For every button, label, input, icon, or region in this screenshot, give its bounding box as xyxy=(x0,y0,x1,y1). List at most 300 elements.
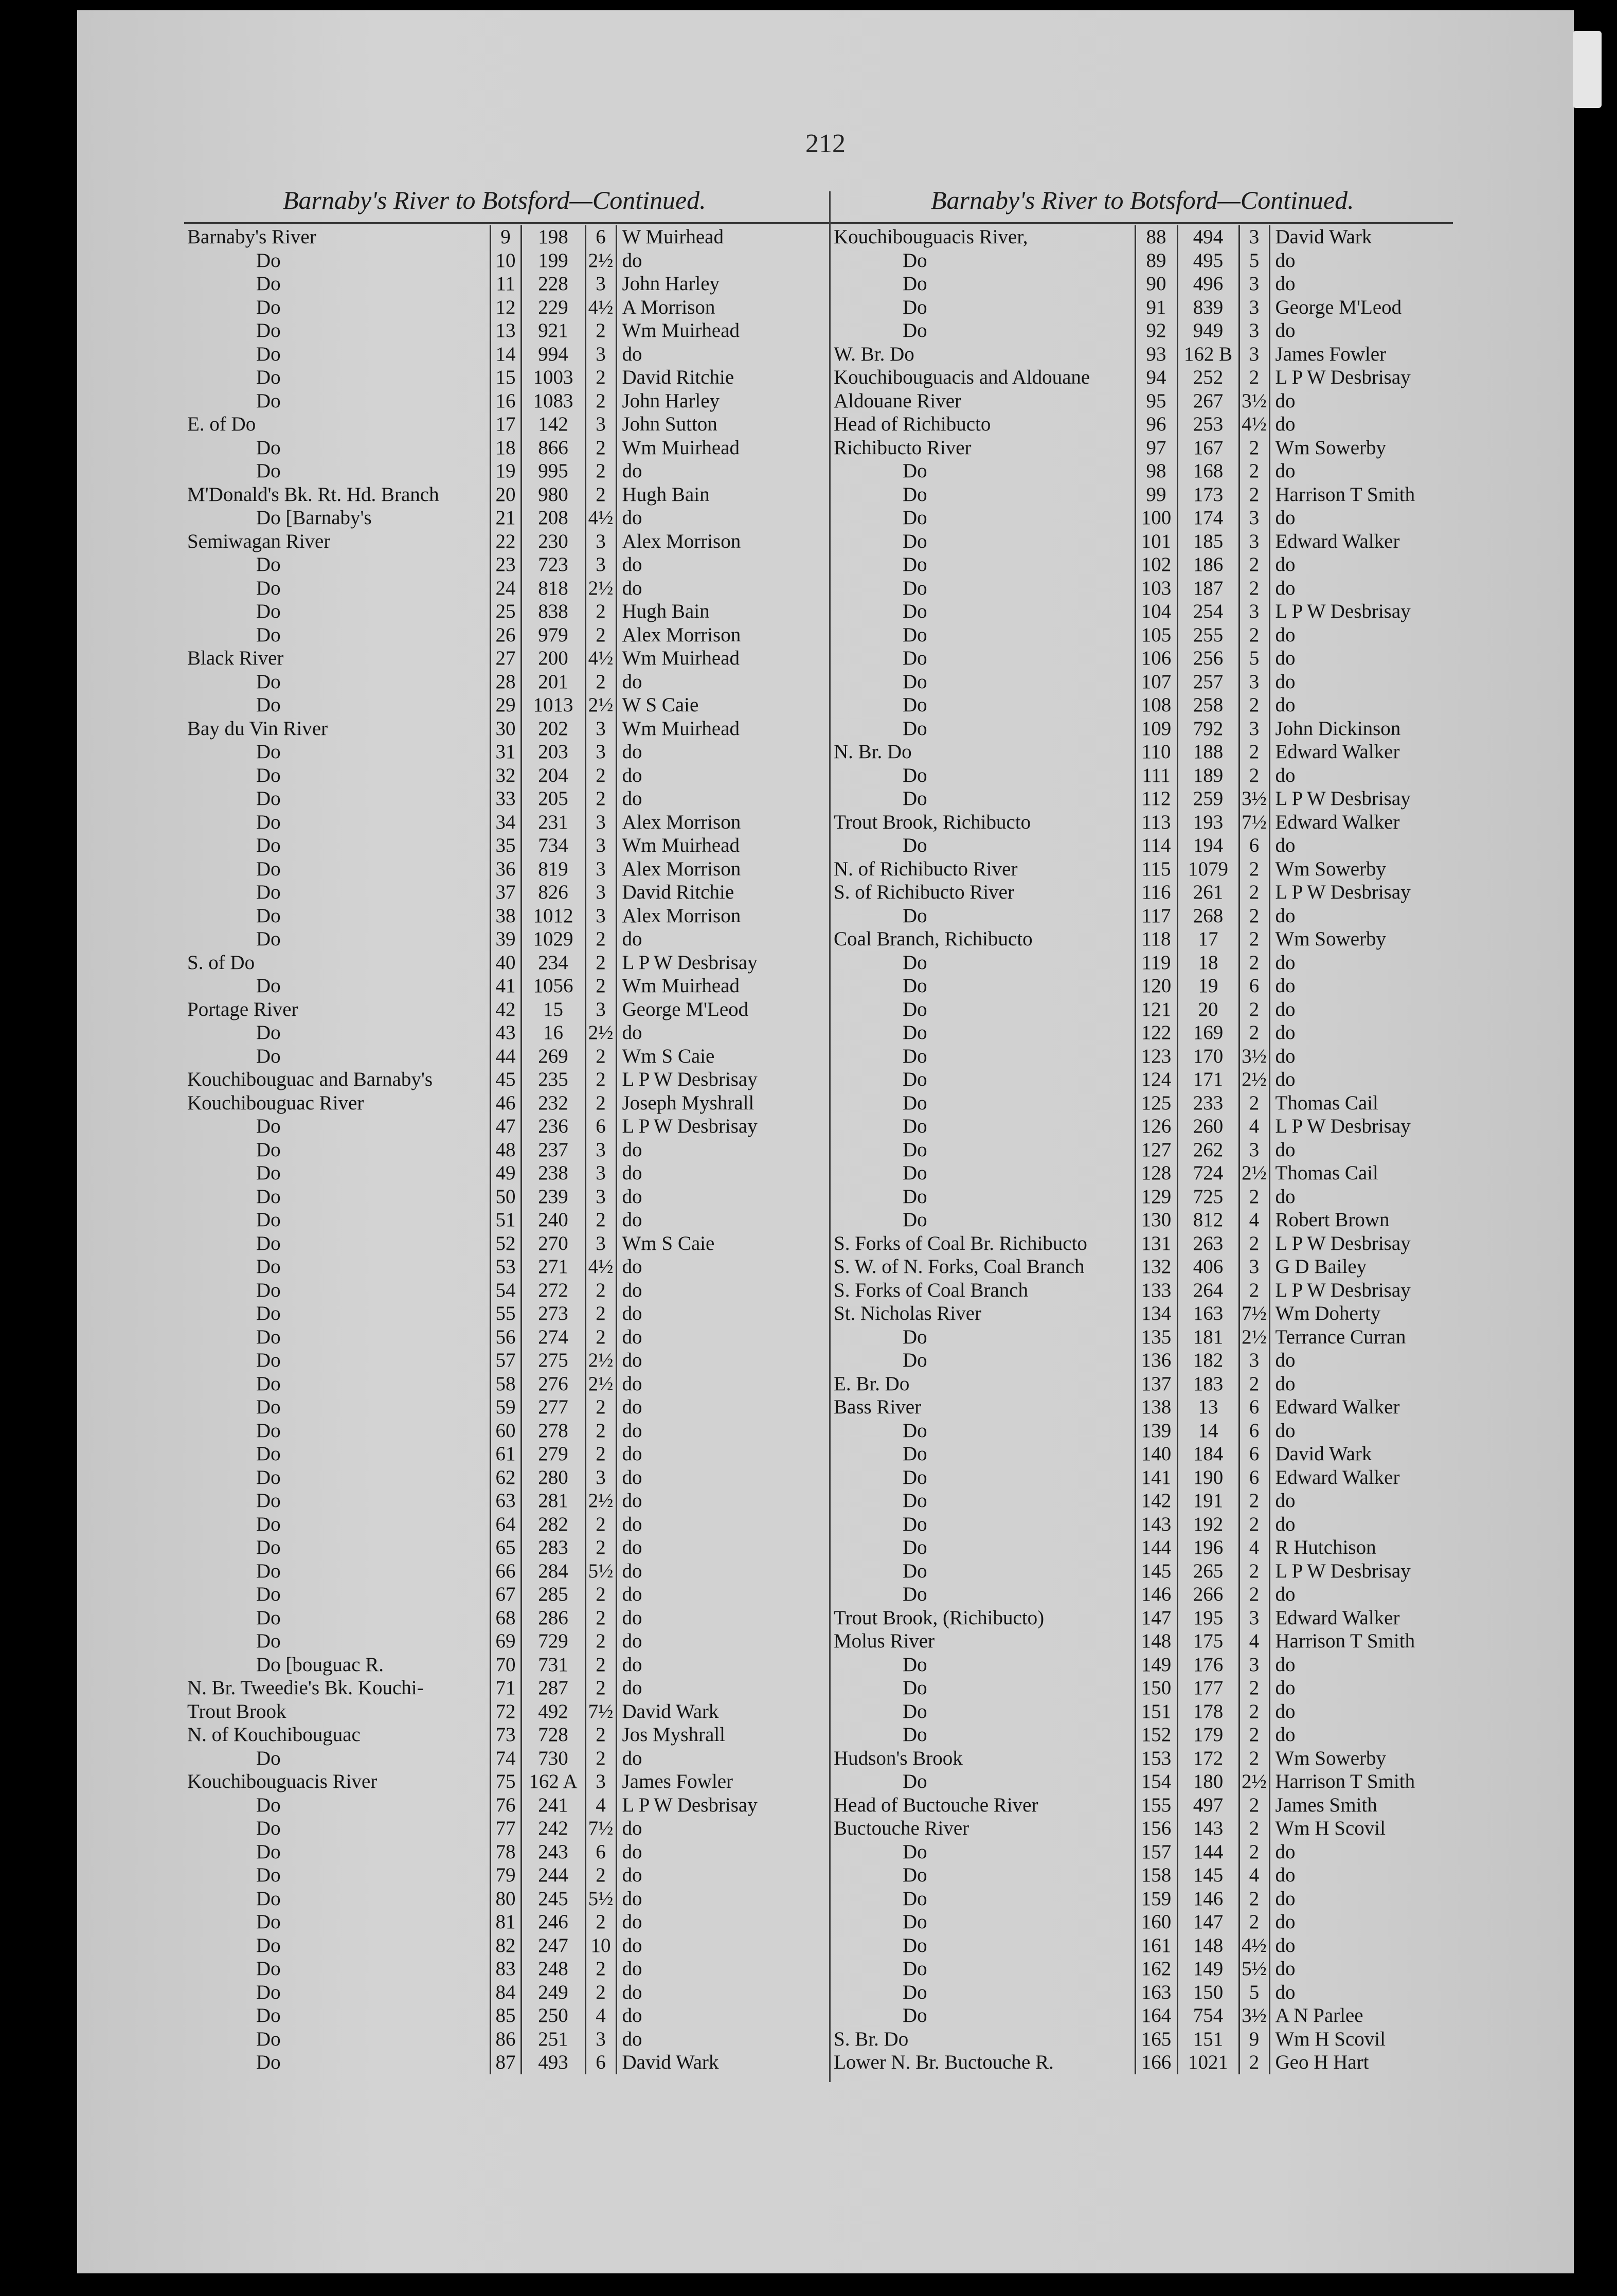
name-cell: L P W Desbrisay xyxy=(1269,1232,1453,1255)
lot-cell: 231 xyxy=(521,811,585,834)
place-cell: Do xyxy=(903,1466,927,1488)
lot-cell: 253 xyxy=(1177,412,1239,436)
number-cell: 52 xyxy=(490,1232,521,1255)
place-cell: E. Br. Do xyxy=(834,1372,910,1395)
acres-cell: 2 xyxy=(585,1863,616,1887)
name-cell: do xyxy=(616,1583,829,1606)
place-cell: Do xyxy=(256,1887,281,1910)
lot-cell: 240 xyxy=(521,1208,585,1232)
number-cell: 62 xyxy=(490,1466,521,1490)
table-row xyxy=(831,1700,1453,1724)
acres-cell: 2½ xyxy=(1239,1770,1269,1793)
acres-cell: 3 xyxy=(585,1185,616,1209)
lot-cell: 233 xyxy=(1177,1091,1239,1115)
table-row xyxy=(831,1583,1453,1606)
acres-cell: 2 xyxy=(1239,881,1269,904)
name-cell: do xyxy=(616,343,829,366)
name-cell: Joseph Myshrall xyxy=(616,1091,829,1115)
place-cell: Do [bouguac R. xyxy=(256,1653,384,1676)
acres-cell: 2 xyxy=(1239,1887,1269,1911)
right-table xyxy=(831,225,1453,2074)
lot-cell: 208 xyxy=(521,506,585,530)
lot-cell: 497 xyxy=(1177,1793,1239,1817)
left-table xyxy=(184,225,829,2074)
acres-cell: 2 xyxy=(1239,1583,1269,1606)
number-cell: 121 xyxy=(1135,998,1177,1021)
table-row xyxy=(831,974,1453,998)
table-row xyxy=(184,1559,829,1583)
lot-cell: 191 xyxy=(1177,1489,1239,1513)
number-cell: 145 xyxy=(1135,1559,1177,1583)
name-cell: do xyxy=(616,764,829,787)
number-cell: 16 xyxy=(490,389,521,413)
place-cell: Do xyxy=(256,389,281,412)
table-row xyxy=(831,1419,1453,1443)
name-cell: do xyxy=(616,1817,829,1840)
number-cell: 113 xyxy=(1135,811,1177,834)
lot-cell: 196 xyxy=(1177,1536,1239,1559)
acres-cell: 2 xyxy=(585,1091,616,1115)
number-cell: 24 xyxy=(490,577,521,600)
acres-cell: 2 xyxy=(585,1279,616,1302)
place-cell: Do xyxy=(256,1302,281,1325)
acres-cell: 2 xyxy=(585,670,616,694)
acres-cell: 2 xyxy=(585,1513,616,1536)
number-cell: 155 xyxy=(1135,1793,1177,1817)
place-cell: Do xyxy=(256,1325,281,1348)
name-cell: Wm Muirhead xyxy=(616,436,829,460)
lot-cell: 258 xyxy=(1177,693,1239,717)
acres-cell: 2 xyxy=(1239,1559,1269,1583)
lot-cell: 1079 xyxy=(1177,857,1239,881)
place-cell: Do xyxy=(903,1045,927,1067)
lot-cell: 273 xyxy=(521,1302,585,1325)
table-row xyxy=(831,1091,1453,1115)
place-cell: Do xyxy=(903,1513,927,1535)
name-cell: David Wark xyxy=(616,2051,829,2074)
lot-cell: 995 xyxy=(521,459,585,483)
name-cell: Wm Sowerby xyxy=(1269,927,1453,951)
place-cell: Do xyxy=(256,2004,281,2027)
lot-cell: 275 xyxy=(521,1349,585,1372)
number-cell: 104 xyxy=(1135,600,1177,623)
table-row xyxy=(184,436,829,460)
number-cell: 74 xyxy=(490,1747,521,1770)
number-cell: 64 xyxy=(490,1513,521,1536)
name-cell: do xyxy=(616,1302,829,1325)
place-cell: Do xyxy=(256,249,281,272)
name-cell: do xyxy=(1269,1653,1453,1677)
name-cell: do xyxy=(616,1863,829,1887)
lot-cell: 170 xyxy=(1177,1045,1239,1068)
name-cell: L P W Desbrisay xyxy=(1269,787,1453,811)
lot-cell: 250 xyxy=(521,2004,585,2028)
lot-cell: 730 xyxy=(521,1747,585,1770)
lot-cell: 13 xyxy=(1177,1395,1239,1419)
lot-cell: 195 xyxy=(1177,1606,1239,1630)
place-cell: Do xyxy=(903,530,927,552)
lot-cell: 257 xyxy=(1177,670,1239,694)
place-cell: Semiwagan River xyxy=(187,530,331,552)
place-cell: Kouchibouguacis River, xyxy=(834,226,1028,248)
number-cell: 125 xyxy=(1135,1091,1177,1115)
name-cell: do xyxy=(616,787,829,811)
number-cell: 161 xyxy=(1135,1934,1177,1958)
acres-cell: 2 xyxy=(585,1723,616,1747)
name-cell: do xyxy=(1269,1957,1453,1981)
number-cell: 59 xyxy=(490,1395,521,1419)
table-row xyxy=(184,974,829,998)
table-row xyxy=(831,740,1453,764)
acres-cell: 2½ xyxy=(585,249,616,273)
name-cell: James Fowler xyxy=(616,1770,829,1793)
place-cell: Do xyxy=(256,1958,281,1980)
acres-cell: 6 xyxy=(1239,974,1269,998)
number-cell: 68 xyxy=(490,1606,521,1630)
number-cell: 15 xyxy=(490,366,521,389)
place-cell: Do xyxy=(903,1887,927,1910)
place-cell: Do xyxy=(903,600,927,623)
page-edge-tab xyxy=(1573,31,1602,108)
acres-cell: 3 xyxy=(1239,319,1269,343)
name-cell: do xyxy=(616,670,829,694)
table-row xyxy=(184,1091,829,1115)
lot-cell: 178 xyxy=(1177,1700,1239,1724)
name-cell: do xyxy=(1269,1138,1453,1162)
table-row xyxy=(184,225,829,249)
lot-cell: 723 xyxy=(521,553,585,577)
table-row xyxy=(831,1770,1453,1793)
acres-cell: 6 xyxy=(1239,1466,1269,1490)
table-row xyxy=(184,1793,829,1817)
number-cell: 122 xyxy=(1135,1021,1177,1045)
number-cell: 94 xyxy=(1135,366,1177,389)
lot-cell: 148 xyxy=(1177,1934,1239,1958)
acres-cell: 2½ xyxy=(1239,1161,1269,1185)
table-row xyxy=(184,881,829,904)
number-cell: 40 xyxy=(490,951,521,975)
name-cell: Edward Walker xyxy=(1269,1606,1453,1630)
number-cell: 114 xyxy=(1135,834,1177,857)
place-cell: Do xyxy=(903,998,927,1020)
acres-cell: 2½ xyxy=(1239,1325,1269,1349)
page-number: 212 xyxy=(805,129,846,158)
name-cell: do xyxy=(1269,693,1453,717)
number-cell: 63 xyxy=(490,1489,521,1513)
place-cell: Do xyxy=(256,1185,281,1208)
name-cell: do xyxy=(616,1957,829,1981)
acres-cell: 3 xyxy=(585,272,616,296)
number-cell: 28 xyxy=(490,670,521,694)
place-cell: Do xyxy=(903,553,927,576)
place-cell: Coal Branch, Richibucto xyxy=(834,928,1033,950)
place-cell: Do xyxy=(256,296,281,318)
acres-cell: 2 xyxy=(1239,1676,1269,1700)
name-cell: do xyxy=(616,1840,829,1864)
acres-cell: 3½ xyxy=(1239,389,1269,413)
table-row xyxy=(184,1021,829,1045)
place-cell: N. Br. Tweedie's Bk. Kouchi- xyxy=(187,1677,424,1699)
name-cell: do xyxy=(1269,1887,1453,1911)
lot-cell: 280 xyxy=(521,1466,585,1490)
acres-cell: 4 xyxy=(1239,1115,1269,1138)
name-cell: Hugh Bain xyxy=(616,483,829,507)
name-cell: W S Caie xyxy=(616,693,829,717)
place-cell: Do xyxy=(903,1021,927,1044)
place-cell: Do xyxy=(256,319,281,342)
name-cell: G D Bailey xyxy=(1269,1255,1453,1279)
table-row xyxy=(831,1302,1453,1325)
lot-cell: 143 xyxy=(1177,1817,1239,1840)
place-cell: Do xyxy=(903,1115,927,1138)
place-cell: Do xyxy=(903,1490,927,1512)
lot-cell: 167 xyxy=(1177,436,1239,460)
table-row xyxy=(184,1232,829,1255)
number-cell: 152 xyxy=(1135,1723,1177,1747)
table-row xyxy=(831,951,1453,975)
table-row xyxy=(184,1700,829,1724)
table-row xyxy=(831,1349,1453,1372)
table-row xyxy=(831,1325,1453,1349)
number-cell: 70 xyxy=(490,1653,521,1677)
acres-cell: 6 xyxy=(585,1115,616,1138)
table-row xyxy=(831,2004,1453,2028)
name-cell: do xyxy=(1269,389,1453,413)
name-cell: John Harley xyxy=(616,272,829,296)
place-cell: Do xyxy=(256,1466,281,1488)
table-row xyxy=(831,1910,1453,1934)
place-cell: S. W. of N. Forks, Coal Branch xyxy=(834,1255,1085,1278)
number-cell: 96 xyxy=(1135,412,1177,436)
number-cell: 163 xyxy=(1135,1981,1177,2004)
lot-cell: 19 xyxy=(1177,974,1239,998)
place-cell: Do xyxy=(256,1911,281,1933)
lot-cell: 729 xyxy=(521,1629,585,1653)
number-cell: 105 xyxy=(1135,623,1177,647)
name-cell: do xyxy=(616,1653,829,1677)
number-cell: 162 xyxy=(1135,1957,1177,1981)
table-row xyxy=(184,998,829,1021)
table-row xyxy=(831,1793,1453,1817)
lot-cell: 812 xyxy=(1177,1208,1239,1232)
table-row xyxy=(184,1863,829,1887)
table-row xyxy=(831,459,1453,483)
acres-cell: 2½ xyxy=(585,577,616,600)
lot-cell: 145 xyxy=(1177,1863,1239,1887)
lot-cell: 255 xyxy=(1177,623,1239,647)
acres-cell: 5½ xyxy=(585,1887,616,1911)
table-row xyxy=(831,1045,1453,1068)
place-cell: Do xyxy=(903,1700,927,1723)
lot-cell: 731 xyxy=(521,1653,585,1677)
lot-cell: 492 xyxy=(521,1700,585,1724)
number-cell: 124 xyxy=(1135,1068,1177,1091)
acres-cell: 3 xyxy=(585,1466,616,1490)
lot-cell: 189 xyxy=(1177,764,1239,787)
lot-cell: 1056 xyxy=(521,974,585,998)
table-row xyxy=(184,1957,829,1981)
name-cell: John Harley xyxy=(616,389,829,413)
acres-cell: 2 xyxy=(1239,1513,1269,1536)
table-row xyxy=(184,389,829,413)
lot-cell: 228 xyxy=(521,272,585,296)
number-cell: 117 xyxy=(1135,904,1177,928)
number-cell: 98 xyxy=(1135,459,1177,483)
name-cell: David Wark xyxy=(1269,225,1453,249)
table-row xyxy=(831,1115,1453,1138)
place-cell: Bay du Vin River xyxy=(187,717,328,740)
name-cell: do xyxy=(1269,623,1453,647)
lot-cell: 406 xyxy=(1177,1255,1239,1279)
name-cell: do xyxy=(1269,1676,1453,1700)
table-row xyxy=(831,904,1453,928)
table-row xyxy=(831,693,1453,717)
name-cell: Harrison T Smith xyxy=(1269,1770,1453,1793)
table-row xyxy=(831,319,1453,343)
name-cell: Jos Myshrall xyxy=(616,1723,829,1747)
name-cell: do xyxy=(1269,834,1453,857)
table-row xyxy=(184,1466,829,1490)
acres-cell: 4½ xyxy=(1239,1934,1269,1958)
place-cell: Do xyxy=(903,1653,927,1676)
number-cell: 30 xyxy=(490,717,521,741)
place-cell: Do xyxy=(903,1864,927,1887)
place-cell: Do xyxy=(903,2004,927,2027)
acres-cell: 2 xyxy=(585,1395,616,1419)
lot-cell: 162 B xyxy=(1177,343,1239,366)
name-cell: do xyxy=(616,1887,829,1911)
lot-cell: 168 xyxy=(1177,459,1239,483)
number-cell: 138 xyxy=(1135,1395,1177,1419)
lot-cell: 190 xyxy=(1177,1466,1239,1490)
acres-cell: 3 xyxy=(585,1138,616,1162)
acres-cell: 2 xyxy=(585,764,616,787)
number-cell: 107 xyxy=(1135,670,1177,694)
lot-cell: 181 xyxy=(1177,1325,1239,1349)
name-cell: Robert Brown xyxy=(1269,1208,1453,1232)
number-cell: 153 xyxy=(1135,1747,1177,1770)
acres-cell: 2 xyxy=(1239,1279,1269,1302)
acres-cell: 3 xyxy=(585,881,616,904)
number-cell: 143 xyxy=(1135,1513,1177,1536)
number-cell: 12 xyxy=(490,296,521,319)
place-cell: Do xyxy=(256,1840,281,1863)
place-cell: Do xyxy=(256,2028,281,2050)
place-cell: Do xyxy=(903,1981,927,2003)
table-row xyxy=(184,623,829,647)
lot-cell: 229 xyxy=(521,296,585,319)
lot-cell: 1013 xyxy=(521,693,585,717)
lot-cell: 203 xyxy=(521,740,585,764)
lot-cell: 187 xyxy=(1177,577,1239,600)
acres-cell: 2 xyxy=(585,1629,616,1653)
table-row xyxy=(184,1770,829,1793)
right-column-heading: Barnaby's River to Botsford—Continued. xyxy=(931,186,1354,214)
table-row xyxy=(831,834,1453,857)
acres-cell: 4 xyxy=(1239,1629,1269,1653)
acres-cell: 6 xyxy=(585,2051,616,2074)
number-cell: 131 xyxy=(1135,1232,1177,1255)
acres-cell: 3 xyxy=(585,530,616,553)
lot-cell: 193 xyxy=(1177,811,1239,834)
number-cell: 147 xyxy=(1135,1606,1177,1630)
place-cell: Do xyxy=(903,1536,927,1559)
table-row xyxy=(184,904,829,928)
table-row xyxy=(831,1466,1453,1490)
lot-cell: 819 xyxy=(521,857,585,881)
place-cell: E. of Do xyxy=(187,413,256,436)
table-row xyxy=(184,1442,829,1466)
number-cell: 78 xyxy=(490,1840,521,1864)
lot-cell: 252 xyxy=(1177,366,1239,389)
name-cell: do xyxy=(616,506,829,530)
place-cell: N. Br. Do xyxy=(834,741,912,763)
acres-cell: 3 xyxy=(1239,1653,1269,1677)
number-cell: 79 xyxy=(490,1863,521,1887)
right-heading-rule xyxy=(831,222,1453,224)
name-cell: Wm Sowerby xyxy=(1269,857,1453,881)
place-cell: Head of Buctouche River xyxy=(834,1793,1038,1816)
lot-cell: 269 xyxy=(521,1045,585,1068)
lot-cell: 14 xyxy=(1177,1419,1239,1443)
number-cell: 148 xyxy=(1135,1629,1177,1653)
number-cell: 154 xyxy=(1135,1770,1177,1793)
place-cell: Do xyxy=(256,1934,281,1957)
acres-cell: 2 xyxy=(1239,577,1269,600)
place-cell: Do xyxy=(256,1419,281,1442)
name-cell: do xyxy=(1269,764,1453,787)
acres-cell: 2 xyxy=(1239,1185,1269,1209)
number-cell: 14 xyxy=(490,343,521,366)
number-cell: 156 xyxy=(1135,1817,1177,1840)
table-row xyxy=(184,577,829,600)
number-cell: 159 xyxy=(1135,1887,1177,1911)
number-cell: 83 xyxy=(490,1957,521,1981)
number-cell: 112 xyxy=(1135,787,1177,811)
table-row xyxy=(831,1208,1453,1232)
acres-cell: 5 xyxy=(1239,249,1269,273)
number-cell: 18 xyxy=(490,436,521,460)
table-row xyxy=(184,693,829,717)
name-cell: L P W Desbrisay xyxy=(616,1793,829,1817)
acres-cell: 2 xyxy=(585,366,616,389)
lot-cell: 147 xyxy=(1177,1910,1239,1934)
lot-cell: 264 xyxy=(1177,1279,1239,1302)
acres-cell: 2 xyxy=(585,1957,616,1981)
number-cell: 75 xyxy=(490,1770,521,1793)
table-row xyxy=(831,670,1453,694)
table-row xyxy=(831,1021,1453,1045)
acres-cell: 2 xyxy=(1239,951,1269,975)
table-row xyxy=(184,1395,829,1419)
table-row xyxy=(184,2004,829,2028)
acres-cell: 4½ xyxy=(585,296,616,319)
table-row xyxy=(831,249,1453,273)
number-cell: 46 xyxy=(490,1091,521,1115)
table-row xyxy=(184,1255,829,1279)
number-cell: 90 xyxy=(1135,272,1177,296)
place-cell: Do xyxy=(903,670,927,693)
name-cell: do xyxy=(1269,1910,1453,1934)
number-cell: 165 xyxy=(1135,2028,1177,2051)
name-cell: do xyxy=(616,2004,829,2028)
table-row xyxy=(831,1981,1453,2004)
lot-cell: 980 xyxy=(521,483,585,507)
table-row xyxy=(184,1138,829,1162)
name-cell: Wm Muirhead xyxy=(616,834,829,857)
table-row xyxy=(831,1817,1453,1840)
table-row xyxy=(184,412,829,436)
